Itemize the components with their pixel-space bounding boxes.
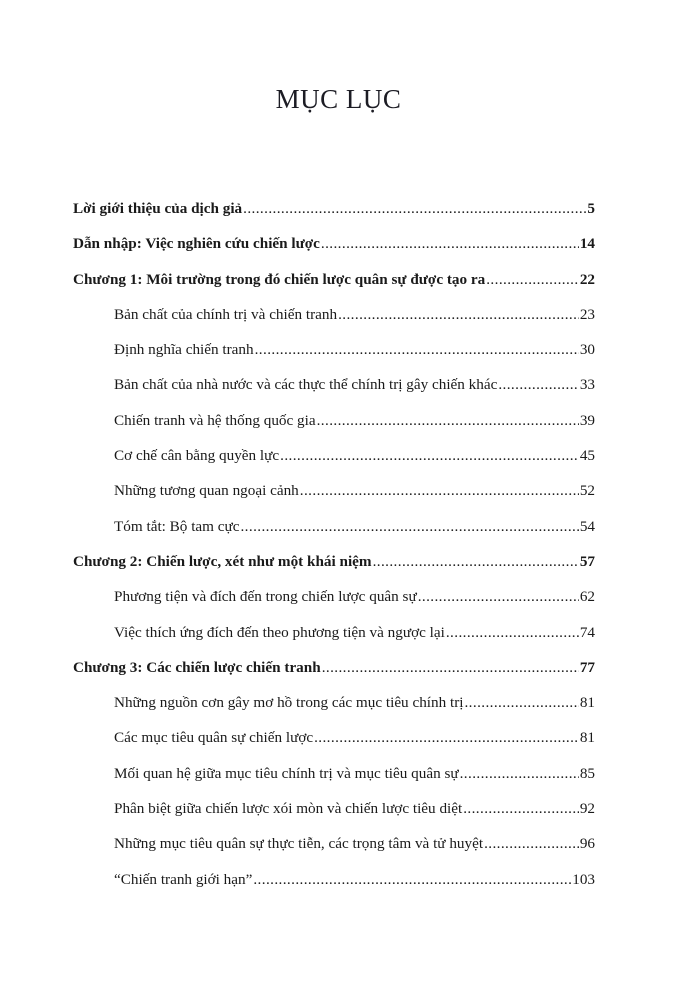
toc-entry-page: 81 — [579, 729, 595, 747]
toc-entry-page: 54 — [579, 517, 595, 535]
toc-entry-page: 81 — [579, 694, 595, 712]
dot-leader — [321, 235, 579, 253]
toc-entry-page: 23 — [579, 305, 595, 323]
toc-entry[interactable] — [73, 659, 595, 694]
dot-leader — [418, 588, 579, 606]
toc-entry-label: Lời giới thiệu của dịch giả — [73, 200, 243, 217]
dot-leader — [322, 659, 579, 677]
toc-entry[interactable] — [73, 871, 595, 906]
dot-leader — [240, 518, 578, 536]
toc-entry[interactable] — [73, 341, 595, 376]
toc-entry-label: Tóm tắt: Bộ tam cực — [114, 517, 240, 535]
toc-entry[interactable] — [73, 800, 595, 835]
toc-entry-page: 85 — [579, 764, 595, 782]
toc-entry[interactable] — [73, 235, 595, 270]
toc-entry[interactable] — [73, 694, 595, 729]
dot-leader — [338, 306, 579, 324]
toc-entry-label: Dẫn nhập: Việc nghiên cứu chiến lược — [73, 235, 320, 253]
toc-entry[interactable] — [73, 271, 595, 306]
page-title: MỤC LỤC — [275, 84, 402, 114]
toc-entry[interactable] — [73, 518, 595, 553]
toc-entry-label: Bản chất của nhà nước và các thực thể chính trị gây chiến khác — [114, 376, 498, 394]
dot-leader — [253, 871, 571, 889]
dot-leader — [486, 271, 579, 289]
dot-leader — [280, 447, 579, 465]
toc-entry[interactable] — [73, 482, 595, 517]
dot-leader — [484, 835, 579, 853]
toc-entry-page: 5 — [587, 200, 595, 217]
toc-entry[interactable] — [73, 588, 595, 623]
toc-entry[interactable] — [73, 412, 595, 447]
toc-entry-page: 22 — [579, 270, 595, 288]
dot-leader — [498, 376, 578, 394]
toc-entry-page: 52 — [579, 482, 595, 500]
dot-leader — [464, 694, 578, 712]
toc-entry-label: Chiến tranh và hệ thống quốc gia — [114, 411, 316, 429]
dot-leader — [460, 765, 579, 783]
toc-entry-label: Mối quan hệ giữa mục tiêu chính trị và mục tiêu quân sự — [114, 764, 459, 782]
toc-entry-label: Những mục tiêu quân sự thực tiễn, các trọng tâm và tử huyệt — [114, 835, 484, 853]
toc-entry-page: 57 — [579, 552, 595, 570]
toc-entry-label: Chương 2: Chiến lược, xét như một khái niệm — [73, 552, 372, 570]
toc-entry-page: 74 — [579, 623, 595, 641]
dot-leader — [446, 624, 579, 642]
toc-entry-label: Chương 1: Môi trường trong đó chiến lược quân sự được tạo ra — [73, 270, 486, 288]
toc-entry[interactable] — [73, 835, 595, 870]
toc-entry-label: Bản chất của chính trị và chiến tranh — [114, 305, 338, 323]
toc-entry-page: 14 — [579, 235, 595, 253]
dot-leader — [317, 412, 579, 430]
dot-leader — [255, 341, 579, 359]
toc-entry-page: 62 — [579, 588, 595, 606]
toc-entry-label: Phân biệt giữa chiến lược xói mòn và chiến lược tiêu diệt — [114, 800, 463, 818]
toc-entry-label: Việc thích ứng đích đến theo phương tiện và ngược lại — [114, 623, 445, 641]
toc-entry-page: 77 — [579, 658, 595, 676]
toc-entry-page: 39 — [579, 411, 595, 429]
toc-entry[interactable] — [73, 306, 595, 341]
toc-entry[interactable] — [73, 376, 595, 411]
toc-entry[interactable] — [73, 447, 595, 482]
toc-entry-label: Định nghĩa chiến tranh — [114, 341, 254, 359]
toc-entry-label: Chương 3: Các chiến lược chiến tranh — [73, 658, 321, 676]
toc-entry-page: 33 — [579, 376, 595, 394]
toc-entry-label: Những tương quan ngoại cảnh — [114, 482, 299, 500]
toc-entry-page: 92 — [579, 800, 595, 818]
toc-entry[interactable] — [73, 729, 595, 764]
dot-leader — [463, 800, 579, 818]
toc-entry-label: Các mục tiêu quân sự chiến lược — [114, 729, 314, 747]
table-of-contents — [73, 200, 595, 906]
toc-entry[interactable] — [73, 200, 595, 235]
toc-entry[interactable] — [73, 765, 595, 800]
toc-entry-label: Phương tiện và đích đến trong chiến lược quân sự — [114, 588, 417, 606]
toc-entry-label: “Chiến tranh giới hạn” — [114, 870, 253, 888]
toc-entry-page: 30 — [579, 341, 595, 359]
toc-entry-page: 96 — [579, 835, 595, 853]
dot-leader — [300, 482, 579, 500]
toc-entry-page: 103 — [572, 870, 595, 888]
dot-leader — [314, 729, 579, 747]
toc-entry-label: Cơ chế cân bằng quyền lực — [114, 447, 280, 465]
dot-leader — [243, 200, 586, 218]
toc-entry[interactable] — [73, 553, 595, 588]
dot-leader — [373, 553, 579, 571]
toc-entry-label: Những nguồn cơn gây mơ hồ trong các mục tiêu chính trị — [114, 694, 464, 712]
toc-entry-page: 45 — [579, 447, 595, 465]
toc-entry[interactable] — [73, 624, 595, 659]
